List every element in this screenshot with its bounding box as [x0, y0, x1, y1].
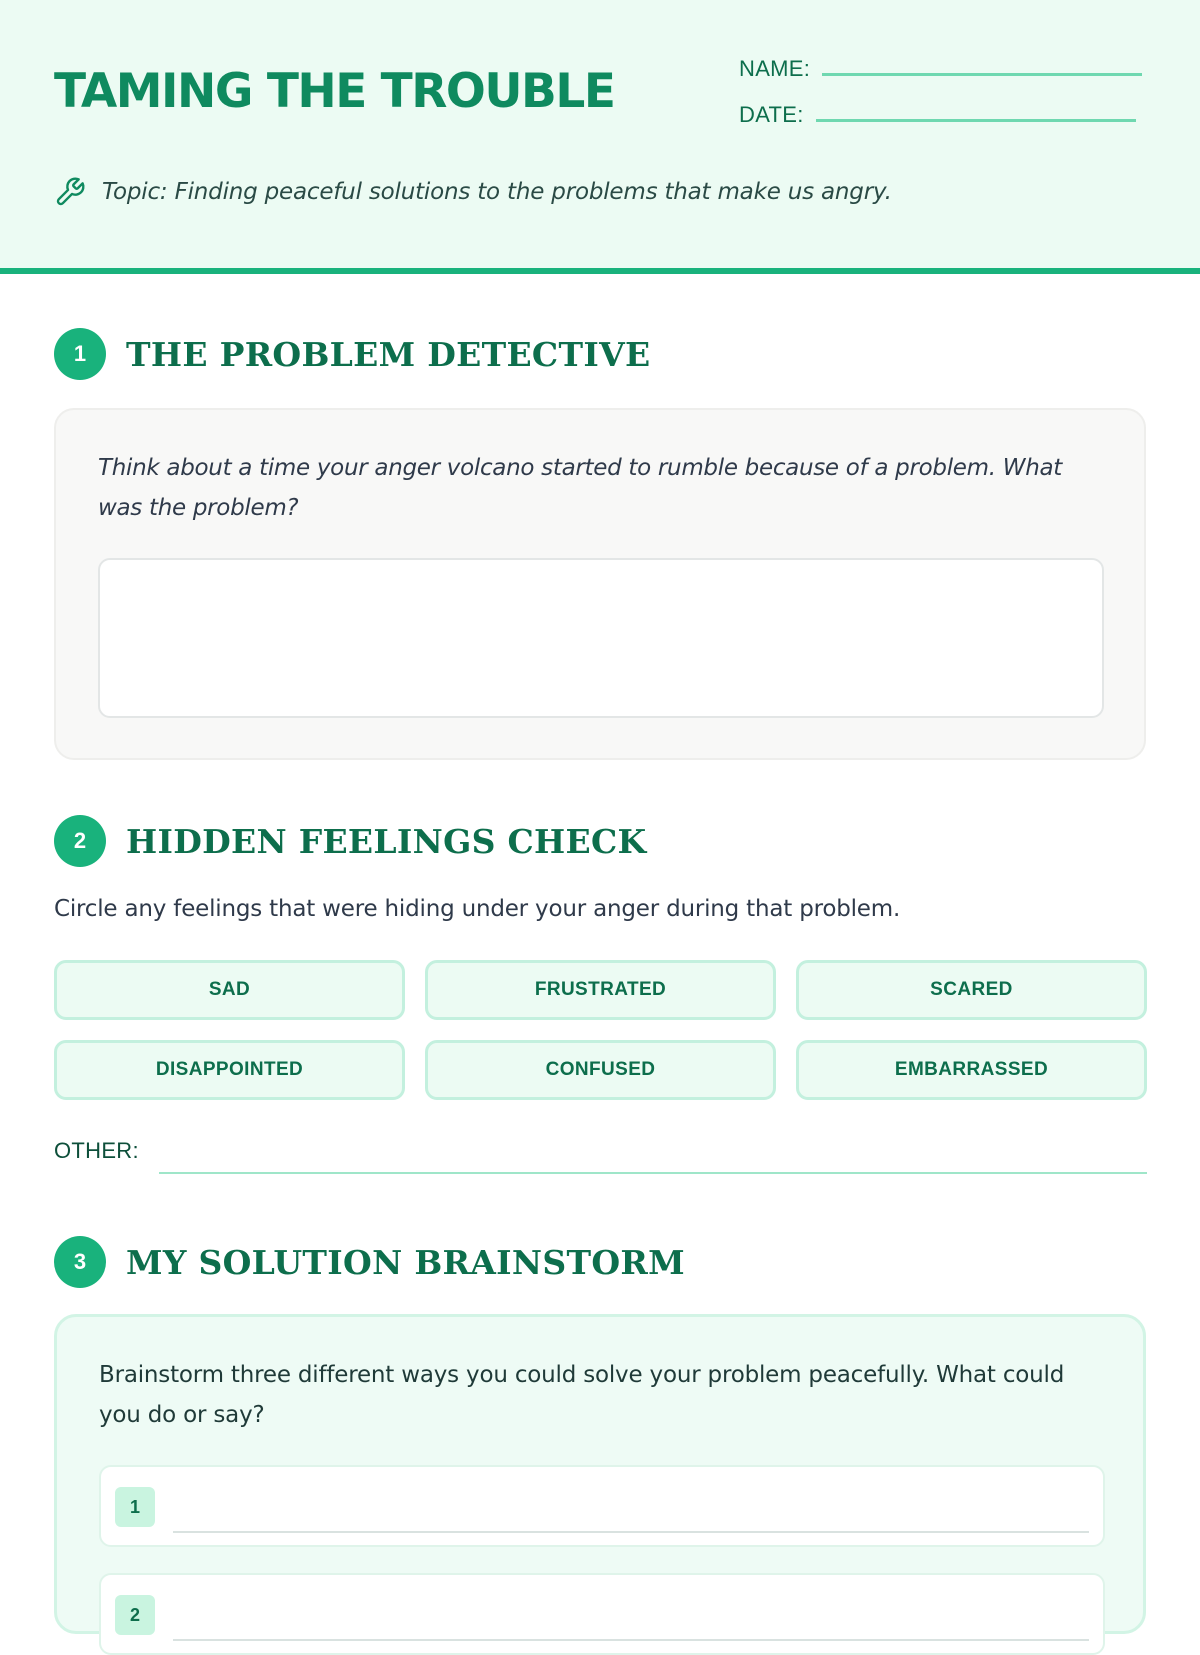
problem-answer-box[interactable]	[98, 558, 1104, 718]
other-feeling-field[interactable]	[54, 1138, 1147, 1164]
wrench-icon	[54, 176, 86, 208]
idea-input-line[interactable]	[173, 1639, 1089, 1641]
section-1-heading	[54, 328, 650, 380]
idea-box[interactable]	[99, 1573, 1105, 1655]
section-number-badge: 1	[54, 328, 106, 380]
feeling-chip[interactable]: CONFUSED	[425, 1040, 776, 1100]
date-field[interactable]	[739, 102, 1136, 128]
problem-card	[54, 408, 1146, 760]
feelings-instruction: Circle any feelings that were hiding under your anger during that problem.	[54, 896, 901, 922]
section-title: MY SOLUTION BRAINSTORM	[126, 1242, 685, 1282]
name-field[interactable]	[739, 56, 1142, 82]
other-input-line[interactable]	[159, 1172, 1147, 1174]
feeling-chip[interactable]: DISAPPOINTED	[54, 1040, 405, 1100]
feeling-chip[interactable]: FRUSTRATED	[425, 960, 776, 1020]
idea-input-line[interactable]	[173, 1531, 1089, 1533]
idea-number-badge: 2	[115, 1595, 155, 1635]
feeling-chip[interactable]: EMBARRASSED	[796, 1040, 1147, 1100]
section-title: HIDDEN FEELINGS CHECK	[126, 821, 647, 861]
idea-number-badge: 1	[115, 1487, 155, 1527]
name-label: NAME:	[739, 56, 811, 81]
worksheet-header	[0, 0, 1200, 274]
date-input-line[interactable]	[816, 119, 1136, 122]
section-number-badge: 3	[54, 1236, 106, 1288]
worksheet-title: TAMING THE TROUBLE	[54, 64, 615, 119]
section-number-badge: 2	[54, 815, 106, 867]
feeling-chip[interactable]: SAD	[54, 960, 405, 1020]
solution-prompt: Brainstorm three different ways you could solve your problem peacefully. What could you do or say?	[99, 1362, 1065, 1428]
topic-text: Topic: Finding peaceful solutions to the problems that make us angry.	[102, 179, 892, 205]
date-label: DATE:	[739, 102, 804, 127]
problem-prompt: Think about a time your anger volcano started to rumble because of a problem. What was the problem?	[98, 455, 1063, 521]
solution-card	[54, 1314, 1146, 1634]
idea-box[interactable]	[99, 1465, 1105, 1547]
other-label: OTHER:	[54, 1138, 139, 1163]
section-2-heading	[54, 815, 647, 867]
section-3-heading	[54, 1236, 685, 1288]
topic-line	[54, 176, 892, 208]
name-input-line[interactable]	[822, 73, 1142, 76]
feeling-chip[interactable]: SCARED	[796, 960, 1147, 1020]
section-title: THE PROBLEM DETECTIVE	[126, 334, 651, 374]
